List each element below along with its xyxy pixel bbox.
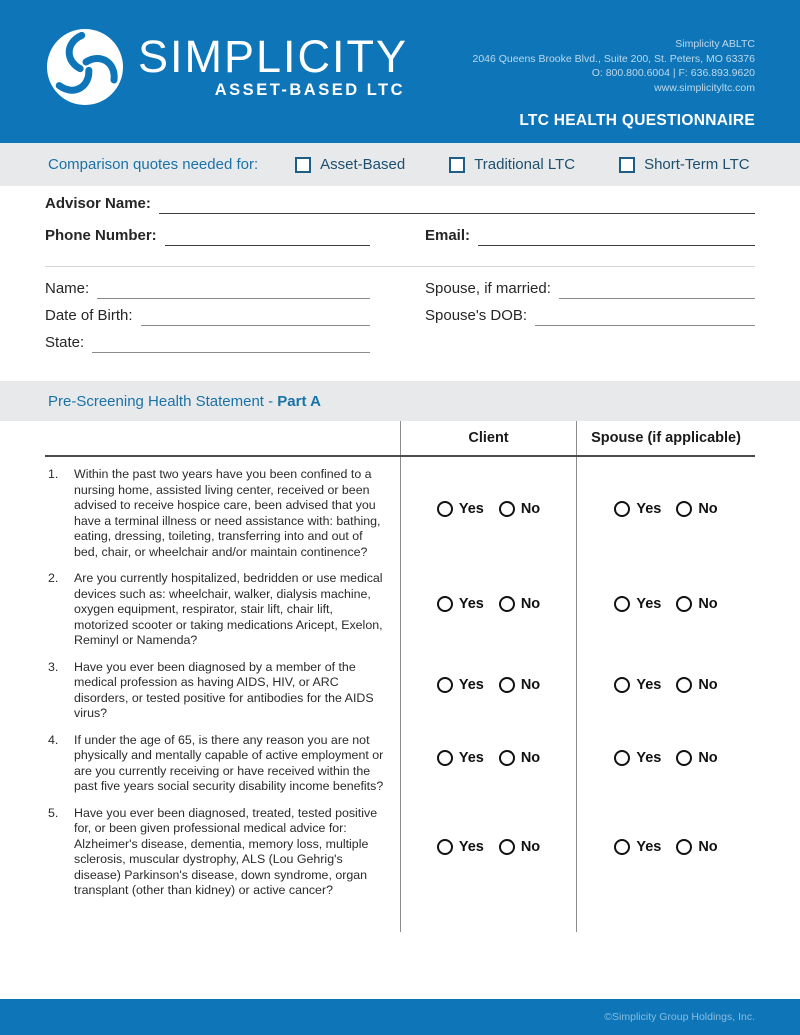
- client-no-radio[interactable]: [499, 596, 515, 612]
- logo-subtitle: ASSET-BASED LTC: [214, 80, 406, 99]
- client-no-option[interactable]: No: [499, 750, 540, 766]
- client-yes-radio[interactable]: [437, 750, 453, 766]
- state-input[interactable]: [92, 333, 370, 353]
- copyright-text: ©Simplicity Group Holdings, Inc.: [604, 1011, 755, 1023]
- spouse-no-radio[interactable]: [676, 501, 692, 517]
- question-cell: [45, 649, 400, 722]
- spouse-no-radio[interactable]: [676, 839, 692, 855]
- advisor-name-label: Advisor Name:: [45, 195, 151, 212]
- spouse-answer-cell: [576, 722, 755, 795]
- question-cell: [45, 722, 400, 795]
- phone-number-input[interactable]: [165, 226, 370, 246]
- page-header: [0, 0, 800, 143]
- client-yes-option[interactable]: Yes: [437, 596, 484, 612]
- company-name: Simplicity ABLTC: [675, 38, 755, 50]
- spouse-answer-cell: [576, 795, 755, 899]
- client-no-radio[interactable]: [499, 677, 515, 693]
- option-traditional-ltc[interactable]: [449, 156, 575, 173]
- client-answer-cell: [400, 560, 576, 649]
- client-yes-option[interactable]: Yes: [437, 501, 484, 517]
- traditional-ltc-label: Traditional LTC: [474, 156, 576, 173]
- spouse-no-radio[interactable]: [676, 677, 692, 693]
- state-label: State:: [45, 334, 85, 351]
- client-no-option[interactable]: No: [499, 839, 540, 855]
- question-row: [45, 560, 755, 649]
- phone-number-label: Phone Number:: [45, 227, 157, 244]
- table-header-row: [45, 421, 755, 457]
- question-text: If under the age of 65, is there any reason you are not physically and mentally capable of active employment or are you currently receiving or have received within the past five years social security disability income benefits?: [74, 732, 384, 793]
- page-footer: [0, 999, 800, 1035]
- spouse-yes-option[interactable]: Yes: [614, 501, 661, 517]
- question-cell: [45, 795, 400, 899]
- health-question-table: [45, 421, 755, 932]
- option-short-term-ltc[interactable]: [619, 156, 750, 173]
- traditional-ltc-checkbox[interactable]: [449, 157, 465, 173]
- spouse-dob-label: Spouse's DOB:: [425, 307, 528, 324]
- question-row: [45, 457, 755, 560]
- spouse-yes-radio[interactable]: [614, 839, 630, 855]
- spouse-name-label: Spouse, if married:: [425, 280, 551, 297]
- client-column-header: Client: [468, 430, 509, 446]
- question-number: 3.: [48, 659, 59, 674]
- client-yes-option[interactable]: Yes: [437, 750, 484, 766]
- form-title: LTC HEALTH QUESTIONNAIRE: [519, 112, 755, 129]
- dob-row: [45, 306, 755, 326]
- spouse-yes-option[interactable]: Yes: [614, 677, 661, 693]
- question-text: Have you ever been diagnosed, treated, tested positive for, or been given professional medical advice for: Alzheimer's disease, dementia, memory loss, multiple sclerosis, muscular dystrophy, ALS (Lou Gehrig's disease) Parkinson's disease, down syndrome, organ transplant (other than kidney) or active cancer?: [74, 805, 378, 897]
- logo-title: SIMPLICITY: [138, 30, 409, 82]
- option-asset-based[interactable]: [295, 156, 405, 173]
- question-cell: [45, 560, 400, 649]
- company-phone-fax: O: 800.800.6004 | F: 636.893.9620: [591, 67, 755, 79]
- question-number: 2.: [48, 571, 59, 585]
- question-row: [45, 722, 755, 795]
- dob-input[interactable]: [141, 306, 370, 326]
- client-yes-radio[interactable]: [437, 839, 453, 855]
- question-text: Within the past two years have you been confined to a nursing home, assisted living center, received or been advised to receive hospice care, been advised that you have a terminal illness or need assistance with: bathing, eating, dressing, toileting, transferring into and out of bed, chair, or wheelchair and/or maintain continence?: [74, 467, 381, 559]
- advisor-name-input[interactable]: [159, 194, 755, 214]
- question-row: [45, 795, 755, 899]
- comparison-quotes-bar: [0, 143, 800, 186]
- client-name-input[interactable]: [97, 279, 370, 299]
- question-number: 1.: [48, 467, 59, 481]
- spouse-yes-radio[interactable]: [614, 750, 630, 766]
- spouse-name-input[interactable]: [559, 279, 755, 299]
- fill-in-fields-section: [0, 186, 800, 353]
- client-yes-radio[interactable]: [437, 677, 453, 693]
- pre-screening-title: Pre-Screening Health Statement - Part A: [48, 392, 321, 410]
- name-spouse-row: [45, 279, 755, 299]
- client-answer-cell: [400, 722, 576, 795]
- spouse-column-header: Spouse (if applicable): [591, 430, 741, 446]
- spouse-no-radio[interactable]: [676, 596, 692, 612]
- question-row: [45, 649, 755, 722]
- section-divider: [45, 266, 755, 267]
- client-answer-cell: [400, 457, 576, 560]
- spouse-yes-radio[interactable]: [614, 596, 630, 612]
- client-no-radio[interactable]: [499, 839, 515, 855]
- client-no-option[interactable]: No: [499, 677, 540, 693]
- short-term-ltc-checkbox[interactable]: [619, 157, 635, 173]
- spouse-yes-option[interactable]: Yes: [614, 839, 661, 855]
- spouse-answer-cell: [576, 560, 755, 649]
- spouse-yes-radio[interactable]: [614, 501, 630, 517]
- client-name-label: Name:: [45, 280, 90, 297]
- company-address: 2046 Queens Brooke Blvd., Suite 200, St. Peters, MO 63376: [472, 52, 755, 65]
- spouse-yes-option[interactable]: Yes: [614, 596, 661, 612]
- client-answer-cell: [400, 795, 576, 899]
- dob-label: Date of Birth:: [45, 307, 133, 324]
- question-number: 5.: [48, 805, 59, 820]
- table-filler-row: [45, 899, 755, 932]
- client-no-radio[interactable]: [499, 501, 515, 517]
- client-no-radio[interactable]: [499, 750, 515, 766]
- spouse-no-option[interactable]: No: [676, 501, 717, 517]
- spouse-no-option[interactable]: No: [676, 677, 717, 693]
- client-answer-cell: [400, 649, 576, 722]
- asset-based-label: Asset-Based: [320, 156, 406, 173]
- spouse-no-option[interactable]: No: [676, 839, 717, 855]
- question-text: Have you ever been diagnosed by a member of the medical profession as having AIDS, HIV, or ARC disorders, or tested positive for antibodies for the AIDS virus?: [74, 659, 374, 720]
- spouse-answer-cell: [576, 649, 755, 722]
- simplicity-swirl-logo-icon: [45, 27, 125, 107]
- client-no-option[interactable]: No: [499, 501, 540, 517]
- email-label: Email:: [425, 227, 471, 244]
- pre-screening-section-bar: [0, 381, 800, 421]
- header-contact-block: [472, 37, 755, 143]
- asset-based-checkbox[interactable]: [295, 157, 311, 173]
- company-website: www.simplicityltc.com: [654, 81, 755, 94]
- question-text: Are you currently hospitalized, bedridden or use medical devices such as: wheelchair, walker, dialysis machine, oxygen equipment, respirator, stair lift, chair lift, motorized scooter or taking medications Aricept, Exelon, Reminyl or Namenda?: [74, 571, 383, 647]
- questions-body: [45, 457, 755, 899]
- phone-email-row: [45, 226, 755, 246]
- spouse-dob-input[interactable]: [535, 306, 755, 326]
- question-number: 4.: [48, 732, 59, 747]
- comparison-label: Comparison quotes needed for:: [48, 156, 259, 173]
- short-term-ltc-label: Short-Term LTC: [644, 156, 750, 173]
- client-yes-option[interactable]: Yes: [437, 839, 484, 855]
- advisor-name-row: [45, 194, 755, 214]
- email-input[interactable]: [478, 226, 755, 246]
- spouse-no-radio[interactable]: [676, 750, 692, 766]
- spouse-yes-radio[interactable]: [614, 677, 630, 693]
- spouse-no-option[interactable]: No: [676, 750, 717, 766]
- spouse-yes-option[interactable]: Yes: [614, 750, 661, 766]
- spouse-no-option[interactable]: No: [676, 596, 717, 612]
- client-no-option[interactable]: No: [499, 596, 540, 612]
- client-yes-option[interactable]: Yes: [437, 677, 484, 693]
- spouse-answer-cell: [576, 457, 755, 560]
- simplicity-logo: [45, 24, 408, 110]
- state-row: [45, 333, 755, 353]
- client-yes-radio[interactable]: [437, 501, 453, 517]
- client-yes-radio[interactable]: [437, 596, 453, 612]
- question-cell: [45, 457, 400, 560]
